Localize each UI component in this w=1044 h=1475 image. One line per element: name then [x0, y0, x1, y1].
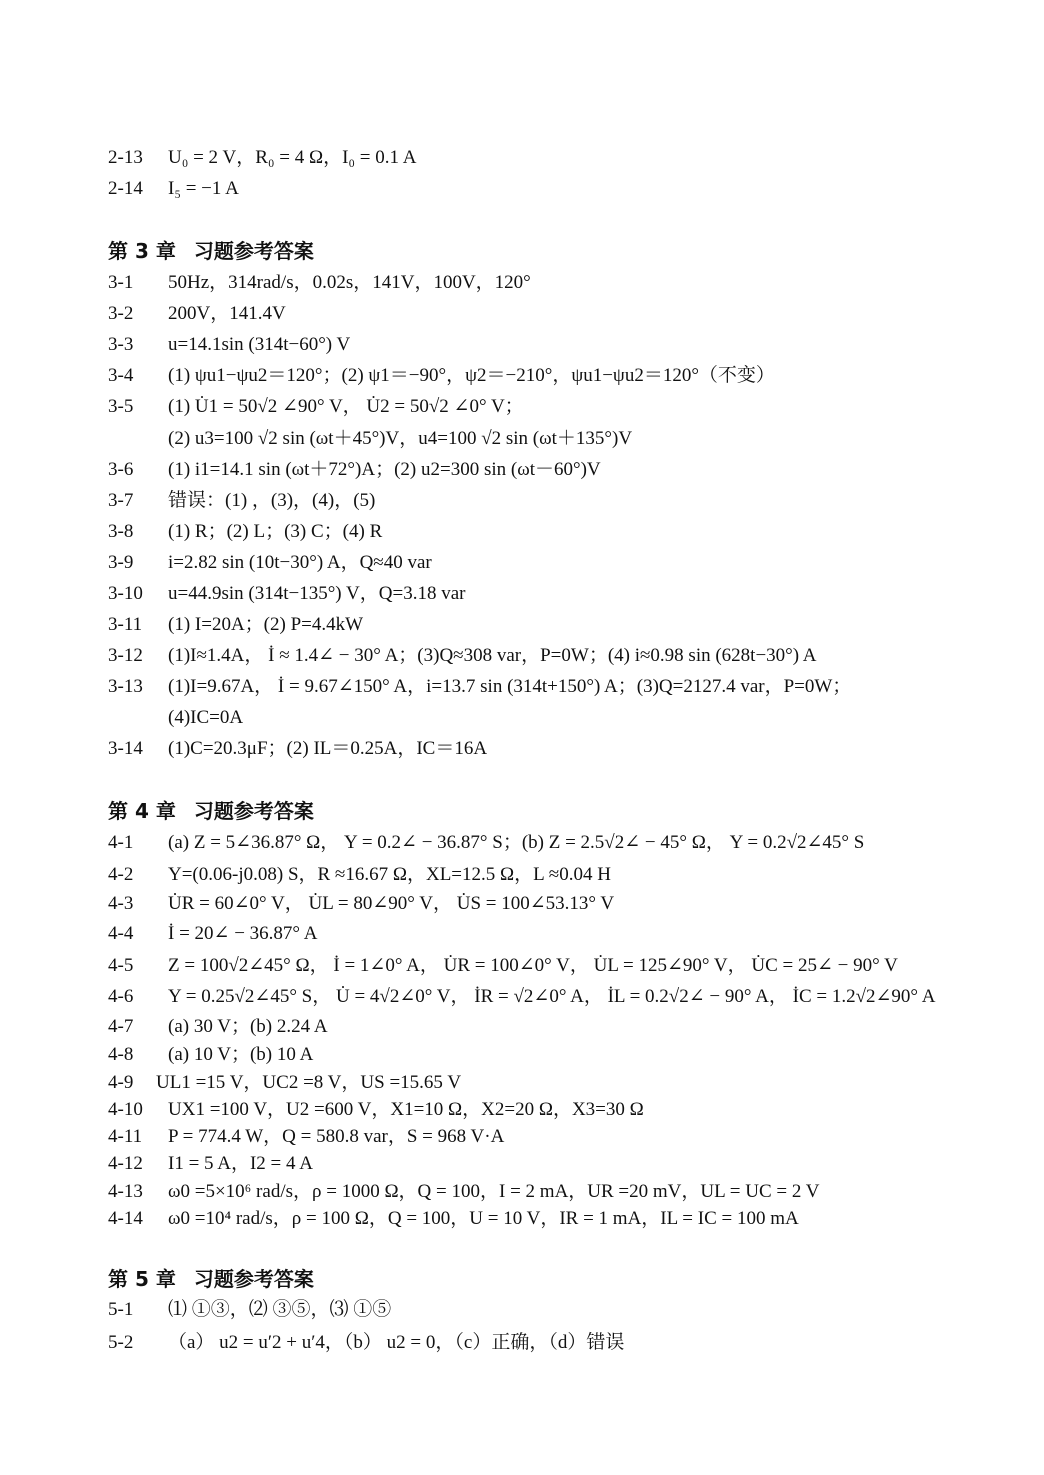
- item-number: 3-11: [108, 614, 143, 635]
- item-number: 4-5: [108, 955, 134, 976]
- chapter-title: 第 3 章: [108, 239, 176, 263]
- item-answer: (1) R；(2) L；(3) C；(4) R: [168, 521, 383, 542]
- item-answer: Y = 0.25√2∠45° S， U̇ = 4√2∠0° V， İR = √2∠0° A， İL = 0.2√2∠ − 90° A， İC = 1.2√2∠90° A: [168, 986, 936, 1007]
- item-answer: I₅ = −1 A: [168, 178, 239, 199]
- item-number: 3-5: [108, 396, 134, 417]
- item-answer: （a） u2 = u′2 + u′4，（b） u2 = 0，（c）正确，（d）错误: [168, 1332, 625, 1353]
- item-answer: ω0 =10⁴ rad/s，ρ = 100 Ω，Q = 100，U = 10 V，IR = 1 mA，IL = IC = 100 mA: [168, 1208, 799, 1229]
- chapter-subtitle: 习题参考答案: [193, 799, 314, 823]
- chapter-title: 第 4 章: [108, 799, 176, 823]
- item-answer: 错误：(1) ，(3)，(4)，(5): [168, 490, 376, 511]
- item-number: 3-12: [108, 645, 143, 666]
- item-answer: UX1 =100 V，U2 =600 V，X1=10 Ω，X2=20 Ω，X3=30 Ω: [168, 1099, 644, 1120]
- item-number: 3-9: [108, 552, 134, 573]
- item-answer: (1) U̇1 = 50√2 ∠90° V， U̇2 = 50√2 ∠0° V；: [168, 396, 524, 417]
- item-number: 4-6: [108, 986, 134, 1007]
- item-number: 4-14: [108, 1208, 143, 1229]
- item-answer: ⑴ ①③，⑵ ③⑤，⑶ ①⑤: [168, 1299, 392, 1320]
- item-number: 4-8: [108, 1044, 134, 1065]
- item-answer: (a) Z = 5∠36.87° Ω， Y = 0.2∠ − 36.87° S；(b) Z = 2.5√2∠ − 45° Ω， Y = 0.2√2∠45° S: [168, 832, 865, 853]
- item-number: 3-10: [108, 583, 143, 604]
- item-answer: i=2.82 sin (10t−30°) A，Q≈40 var: [168, 552, 432, 573]
- item-answer: 50Hz，314rad/s，0.02s，141V，100V，120°: [168, 272, 531, 293]
- item-number: 3-8: [108, 521, 134, 542]
- item-answer: u=14.1sin (314t−60°) V: [168, 334, 351, 355]
- chapter-subtitle: 习题参考答案: [193, 239, 314, 263]
- item-answer: (1) i1=14.1 sin (ωt＋72°)A；(2) u2=300 sin (ωt－60°)V: [168, 459, 601, 480]
- chapter-heading: [108, 1266, 314, 1292]
- item-answer: (1)I≈1.4A， İ ≈ 1.4∠ − 30° A；(3)Q≈308 var，P=0W；(4) i≈0.98 sin (628t−30°) A: [168, 645, 817, 666]
- chapter-heading: [108, 238, 314, 264]
- item-number: 4-12: [108, 1153, 143, 1174]
- item-answer: İ = 20∠ − 36.87° A: [168, 923, 318, 944]
- item-answer: (4)IC=0A: [168, 707, 244, 728]
- item-answer: Y=(0.06-j0.08) S，R ≈16.67 Ω，XL=12.5 Ω，L ≈0.04 H: [168, 864, 611, 885]
- item-answer: (1)C=20.3μF；(2) IL＝0.25A，IC＝16A: [168, 738, 488, 759]
- item-number: 4-9: [108, 1072, 134, 1093]
- item-number: 3-7: [108, 490, 134, 511]
- item-number: 3-4: [108, 365, 134, 386]
- item-number: 2-14: [108, 178, 143, 199]
- item-number: 5-1: [108, 1299, 134, 1320]
- item-answer: (1)I=9.67A， İ = 9.67∠150° A，i=13.7 sin (314t+150°) A；(3)Q=2127.4 var，P=0W；: [168, 676, 852, 697]
- item-number: 3-3: [108, 334, 134, 355]
- item-answer: Z = 100√2∠45° Ω， İ = 1∠0° A， U̇R = 100∠0° V， U̇L = 125∠90° V， U̇C = 25∠ − 90° V: [168, 955, 898, 976]
- chapter-title: 第 5 章: [108, 1267, 176, 1291]
- item-number: 4-3: [108, 893, 134, 914]
- chapter-subtitle: 习题参考答案: [193, 1267, 314, 1291]
- item-answer: UL1 =15 V，UC2 =8 V，US =15.65 V: [156, 1072, 462, 1093]
- item-answer: (1) ψu1−ψu2＝120°；(2) ψ1＝−90°，ψ2＝−210°，ψu1−ψu2＝120°（不变）: [168, 365, 775, 386]
- item-answer: U₀ = 2 V，R₀ = 4 Ω，I₀ = 0.1 A: [168, 147, 417, 168]
- item-number: 3-14: [108, 738, 143, 759]
- item-number: 4-4: [108, 923, 134, 944]
- item-number: 4-10: [108, 1099, 143, 1120]
- item-answer: 200V，141.4V: [168, 303, 286, 324]
- item-answer: (2) u3=100 √2 sin (ωt＋45°)V，u4=100 √2 sin (ωt＋135°)V: [168, 428, 633, 449]
- item-number: 2-13: [108, 147, 143, 168]
- item-answer: (1) I=20A；(2) P=4.4kW: [168, 614, 364, 635]
- item-answer: U̇R = 60∠0° V， U̇L = 80∠90° V， U̇S = 100∠53.13° V: [168, 893, 615, 914]
- item-number: 4-7: [108, 1016, 134, 1037]
- item-answer: u=44.9sin (314t−135°) V，Q=3.18 var: [168, 583, 466, 604]
- item-answer: ω0 =5×10⁶ rad/s，ρ = 1000 Ω，Q = 100，I = 2 mA，UR =20 mV，UL = UC = 2 V: [168, 1181, 820, 1202]
- item-number: 4-13: [108, 1181, 143, 1202]
- item-number: 4-1: [108, 832, 134, 853]
- item-number: 4-11: [108, 1126, 143, 1147]
- item-number: 4-2: [108, 864, 134, 885]
- item-answer: I1 = 5 A，I2 = 4 A: [168, 1153, 313, 1174]
- item-answer: (a) 30 V；(b) 2.24 A: [168, 1016, 328, 1037]
- item-number: 3-1: [108, 272, 134, 293]
- item-number: 3-2: [108, 303, 134, 324]
- item-answer: (a) 10 V；(b) 10 A: [168, 1044, 314, 1065]
- item-answer: P = 774.4 W，Q = 580.8 var，S = 968 V·A: [168, 1126, 505, 1147]
- item-number: 3-6: [108, 459, 134, 480]
- chapter-heading: [108, 798, 314, 824]
- item-number: 5-2: [108, 1332, 134, 1353]
- item-number: 3-13: [108, 676, 143, 697]
